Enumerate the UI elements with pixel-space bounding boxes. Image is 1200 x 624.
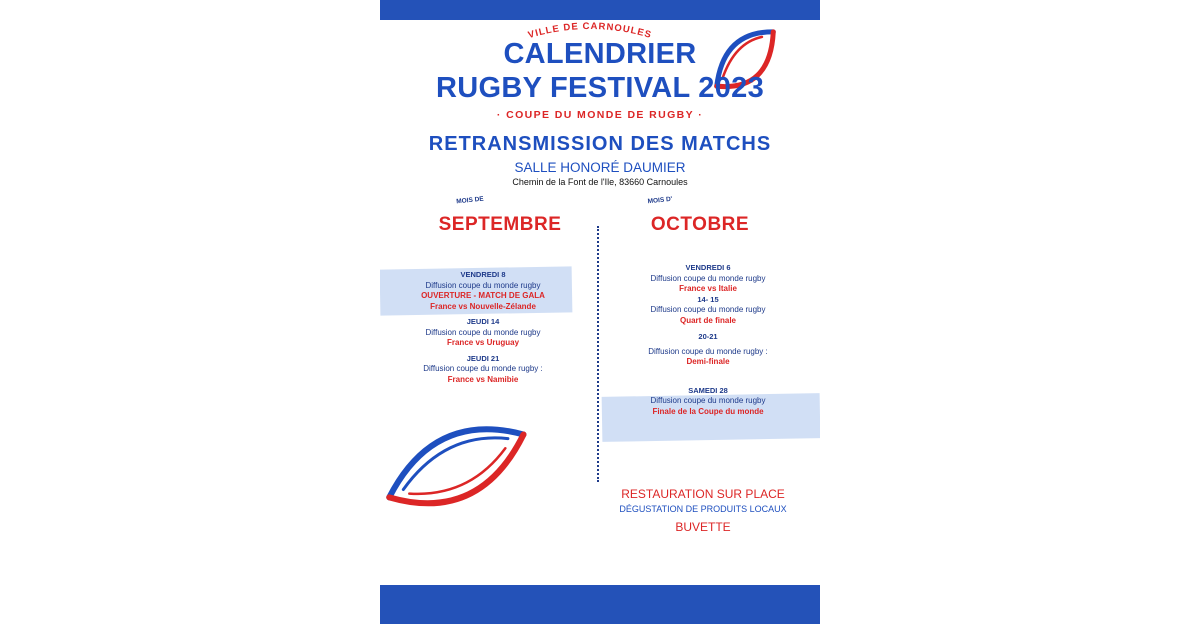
oct-event-2-match: Quart de finale: [679, 315, 736, 325]
september-schedule: [398, 270, 568, 385]
poster: [380, 0, 820, 624]
buvette-text: BUVETTE: [675, 520, 731, 534]
oct-event-2-day: 14- 15: [697, 294, 719, 304]
september-prefix: MOIS DE: [455, 195, 485, 206]
sept-event-2-match: France vs Uruguay: [446, 338, 520, 347]
oct-event-4-desc: Diffusion coupe du monde rugby: [650, 396, 766, 405]
sept-event-1-match1: OUVERTURE - MATCH DE GALA: [421, 291, 545, 300]
oct-event-3-desc: Diffusion coupe du monde rugby :: [648, 346, 768, 356]
section-title: RETRANSMISSION DES MATCHS: [428, 133, 772, 155]
venue-address: Chemin de la Font de l'Ile, 83660 Carnoules: [512, 177, 688, 187]
venue-name: SALLE HONORÉ DAUMIER: [514, 160, 686, 175]
column-divider: [597, 226, 599, 482]
sept-event-3-desc: Diffusion coupe du monde rugby :: [423, 364, 543, 373]
october-prefix: MOIS D': [647, 195, 673, 206]
bottom-brush-band: [380, 585, 820, 624]
oct-event-1-day: VENDREDI 6: [685, 263, 731, 272]
oct-event-4-day: SAMEDI 28: [688, 385, 728, 395]
oct-event-3-match: Demi-finale: [686, 357, 730, 366]
subtitle: · COUPE DU MONDE DE RUGBY ·: [496, 109, 704, 121]
title-festival: RUGBY FESTIVAL 2023: [435, 72, 765, 104]
sept-event-1-desc: Diffusion coupe du monde rugby: [425, 280, 541, 290]
october-schedule: [608, 263, 808, 417]
oct-event-2-desc: Diffusion coupe du monde rugby: [650, 305, 766, 314]
title-calendrier: CALENDRIER: [503, 38, 697, 70]
sept-event-1-match2: France vs Nouvelle-Zélande: [430, 301, 536, 311]
oct-event-3-day: 20-21: [698, 332, 718, 341]
oct-event-4-match: Finale de la Coupe du monde: [652, 406, 764, 416]
oct-event-1-desc: Diffusion coupe du monde rugby: [650, 273, 766, 283]
sept-event-3-day: JEUDI 21: [466, 353, 500, 363]
oct-event-1-match: France vs Italie: [679, 284, 737, 293]
rugby-ball-large-icon: [380, 410, 536, 520]
degustation-text: DÉGUSTATION DE PRODUITS LOCAUX: [619, 504, 787, 514]
sept-event-3-match: France vs Namibie: [447, 374, 519, 384]
sept-event-2-day: JEUDI 14: [466, 317, 500, 326]
sept-event-2-desc: Diffusion coupe du monde rugby: [425, 327, 541, 337]
sept-event-1-day: VENDREDI 8: [460, 270, 506, 279]
ville-text: VILLE DE CARNOULES: [526, 20, 654, 42]
restauration-text: RESTAURATION SUR PLACE: [621, 487, 785, 501]
october-title: OCTOBRE: [650, 214, 750, 235]
september-title: SEPTEMBRE: [438, 214, 562, 235]
